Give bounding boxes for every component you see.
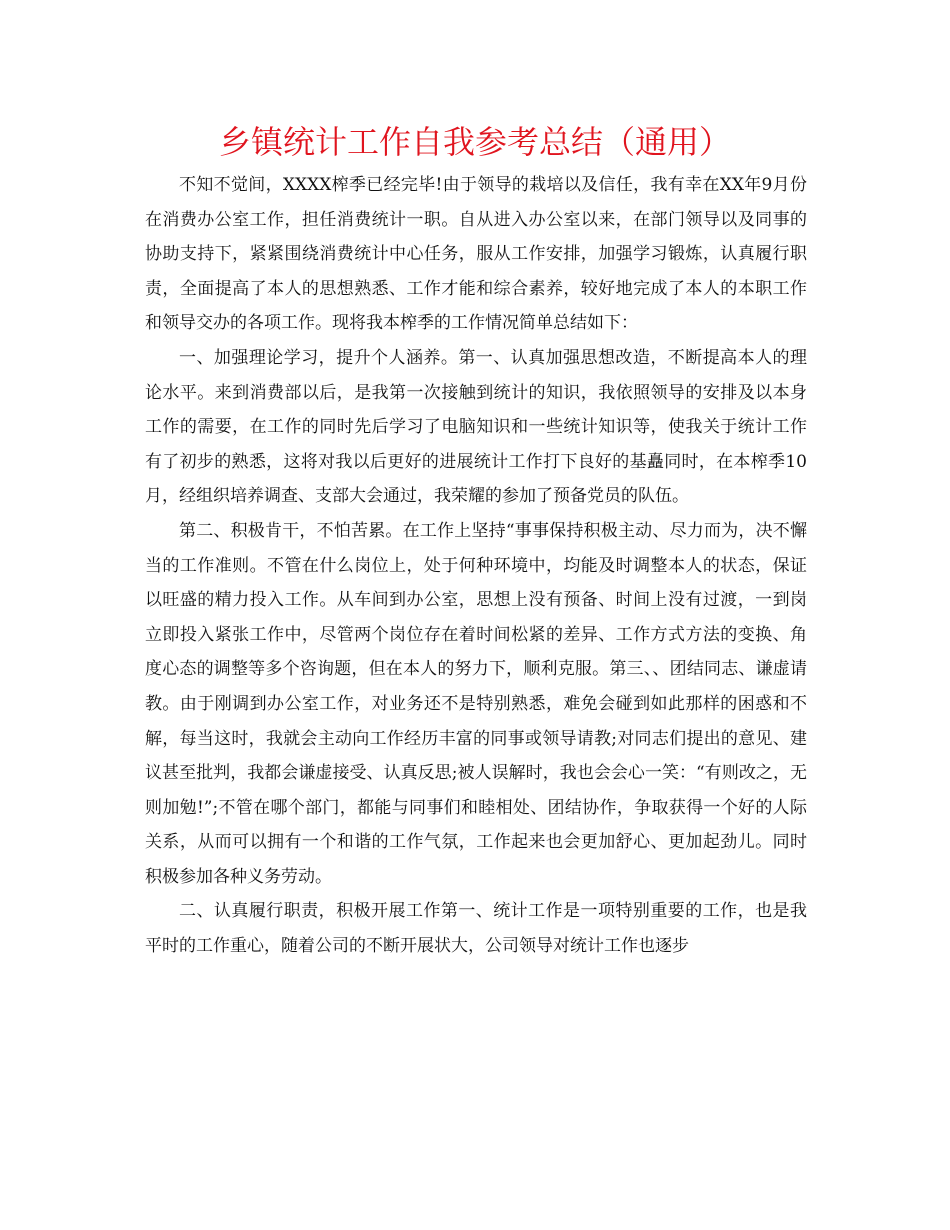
document-title: 乡镇统计工作自我参考总结（通用） [218,123,731,161]
paragraph-section-1-part-2: 第二、积极肯干，不怕苦累。在工作上坚持“事事保持积极主动、尽力而为，决不懈当的工作准则。不管在什么岗位上，处于何种环境中，均能及时调整本人的状态，保证以旺盛的精力投入工作。从车间到办公室，思想上没有预备、时间上没有过渡，一到岗立即投入紧张工作中，尽管两个岗位存在着时间松紧的差异、工作方式方法的变换、角度心态的调整等多个咨询题，但在本人的努力下，顺利克服。第三、、团结同志、谦虚请教。由于刚调到办公室工作，对业务还不是特别熟悉，难免会碰到如此那样的困惑和不解，每当这时，我就会主动向工作经历丰富的同事或领导请教;对同志们提出的意见、建议甚至批判，我都会谦虚接受、认真反思;被人误解时，我也会会心一笑：“有则改之，无则加勉!”;不管在哪个部门，都能与同事们和睦相处、团结协作，争取获得一个好的人际关系，从而可以拥有一个和谐的工作气氛，工作起来也会更加舒心、更加起劲儿。同时积极参加各种义务劳动。 [145,520,807,887]
paragraph-section-2: 二、认真履行职责，积极开展工作第一、统计工作是一项特别重要的工作，也是我平时的工作重心，随着公司的不断开展状大，公司领导对统计工作也逐步 [145,901,807,957]
paragraph-intro: 不知不觉间，XXXX榨季已经完毕!由于领导的栽培以及信任，我有幸在XX年9月份在消费办公室工作，担任消费统计一职。自从进入办公室以来，在部门领导以及同事的协助支持下，紧紧围绕消费统计中心任务，服从工作安排，加强学习锻炼，认真履行职责，全面提高了本人的思想熟悉、工作才能和综合素养，较好地完成了本人的本职工作和领导交办的各项工作。现将我本榨季的工作情况简单总结如下： [145,175,807,334]
paragraph-section-1: 一、加强理论学习，提升个人涵养。第一、认真加强思想改造，不断提高本人的理论水平。来到消费部以后，是我第一次接触到统计的知识，我依照领导的安排及以本身工作的需要，在工作的同时先后学习了电脑知识和一些统计知识等，使我关于统计工作有了初步的熟悉，这将对我以后更好的进展统计工作打下良好的基矗同时，在本榨季10月，经组织培养调查、支部大会通过，我荣耀的参加了预备党员的队伍。 [145,347,807,507]
document-body [145,168,807,964]
